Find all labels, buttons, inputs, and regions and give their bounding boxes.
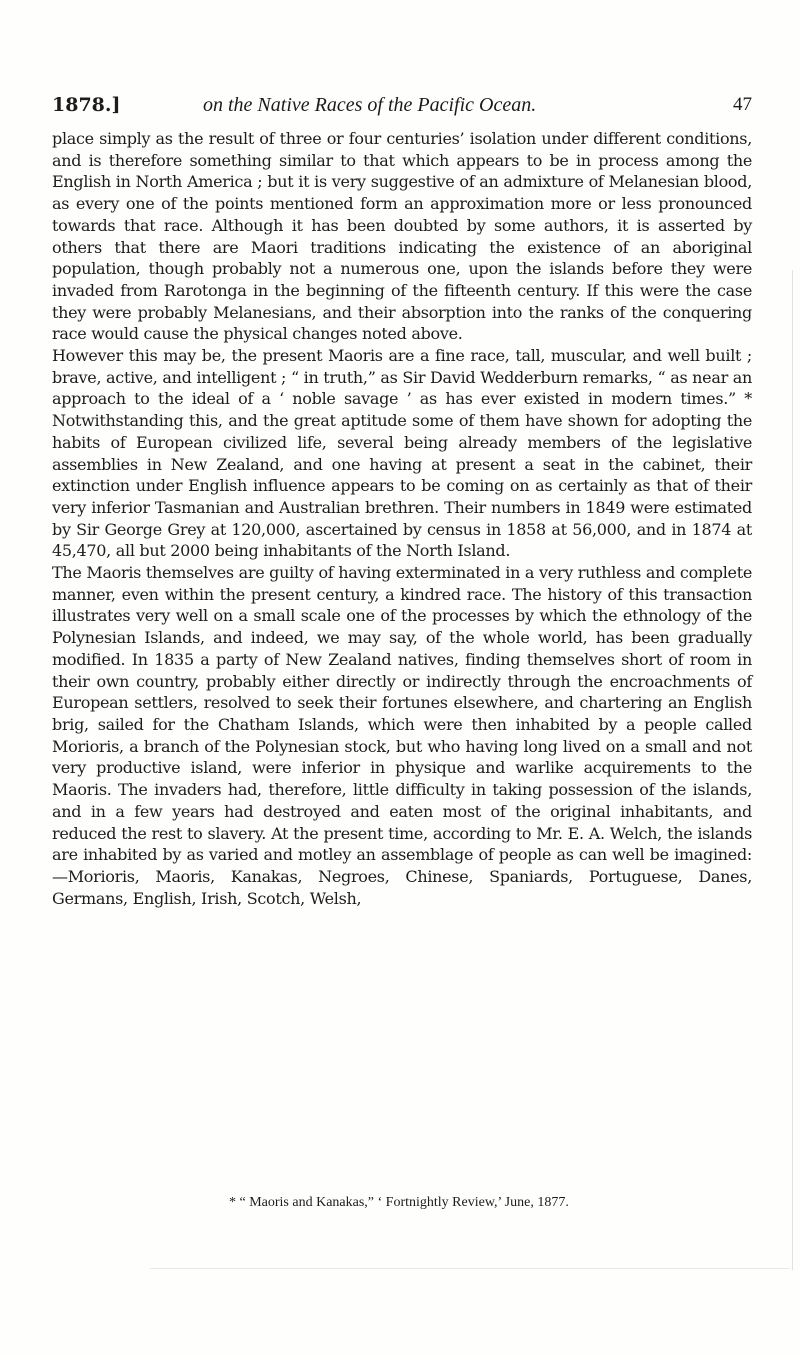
running-header <box>52 94 752 122</box>
header-year: 1878.] <box>52 94 121 116</box>
paragraph-3: The Maoris themselves are guilty of having exterminated in a very ruthless and complete manner, even within the present century, a kindred race. The history of this transaction illustrates very well on a small scale one of the processes by which the ethnology of the Polynesian Islands, and indeed, we may say, of the whole world, has been gradually modified. In 1835 a party of New Zealand natives, finding themselves short of room in their own country, probably either directly or indirectly through the encroachments of European settlers, resolved to seek their fortunes elsewhere, and chartering an English brig, sailed for the Chatham Islands, which were then inhabited by a people called Morioris, a branch of the Polynesian stock, but who having long lived on a small and not very productive island, were inferior in physique and warlike acquirements to the Maoris. The invaders had, therefore, little difficulty in taking possession of the islands, and in a few years had destroyed and eaten most of the original inhabitants, and reduced the rest to slavery. At the present time, according to Mr. E. A. Welch, the islands are inhabited by as varied and motley an assemblage of people as can well be imagined:—Morioris, Maoris, Kanakas, Negroes, Chinese, Spaniards, Portuguese, Danes, Germans, English, Irish, Scotch, Welsh, <box>52 563 752 908</box>
page-edge-shadow <box>792 270 793 1270</box>
header-title: on the Native Races of the Pacific Ocean. <box>203 94 537 116</box>
body-text <box>52 128 752 909</box>
page-bottom-edge <box>150 1268 790 1269</box>
paragraph-1: place simply as the result of three or four centuries’ isolation under different conditions, and is therefore something similar to that which appears to be in process among the English in North America ; but it is very suggestive of an admixture of Melanesian blood, as every one of the points mentioned form an approximation more or less pronounced towards that race. Although it has been doubted by some authors, it is asserted by others that there are Maori traditions indicating the existence of an aboriginal population, though probably not a numerous one, upon the islands before they were invaded from Rarotonga in the beginning of the fifteenth century. If this were the case they were probably Melanesians, and their absorption into the ranks of the conquering race would cause the physical changes noted above. <box>52 129 752 344</box>
page-number: 47 <box>733 94 752 115</box>
paragraph-2: However this may be, the present Maoris are a fine race, tall, muscular, and well built ; brave, active, and intelligent ; “ in truth,” as Sir David Wedderburn remarks, “ as near an approach to the ideal of a ‘ noble savage ’ as has ever existed in modern times.” * Notwithstanding this, and the great aptitude some of them have shown for adopting the habits of European civilized life, several being already members of the legislative assemblies in New Zealand, and one having at present a seat in the cabinet, their extinction under English influence appears to be coming on as certainly as that of their very inferior Tasmanian and Australian brethren. Their numbers in 1849 were estimated by Sir George Grey at 120,000, ascertained by census in 1858 at 56,000, and in 1874 at 45,470, all but 2000 being inhabitants of the North Island. <box>52 346 752 561</box>
footnote: * “ Maoris and Kanakas,” ‘ Fortnightly Review,’ June, 1877. <box>229 1195 569 1210</box>
